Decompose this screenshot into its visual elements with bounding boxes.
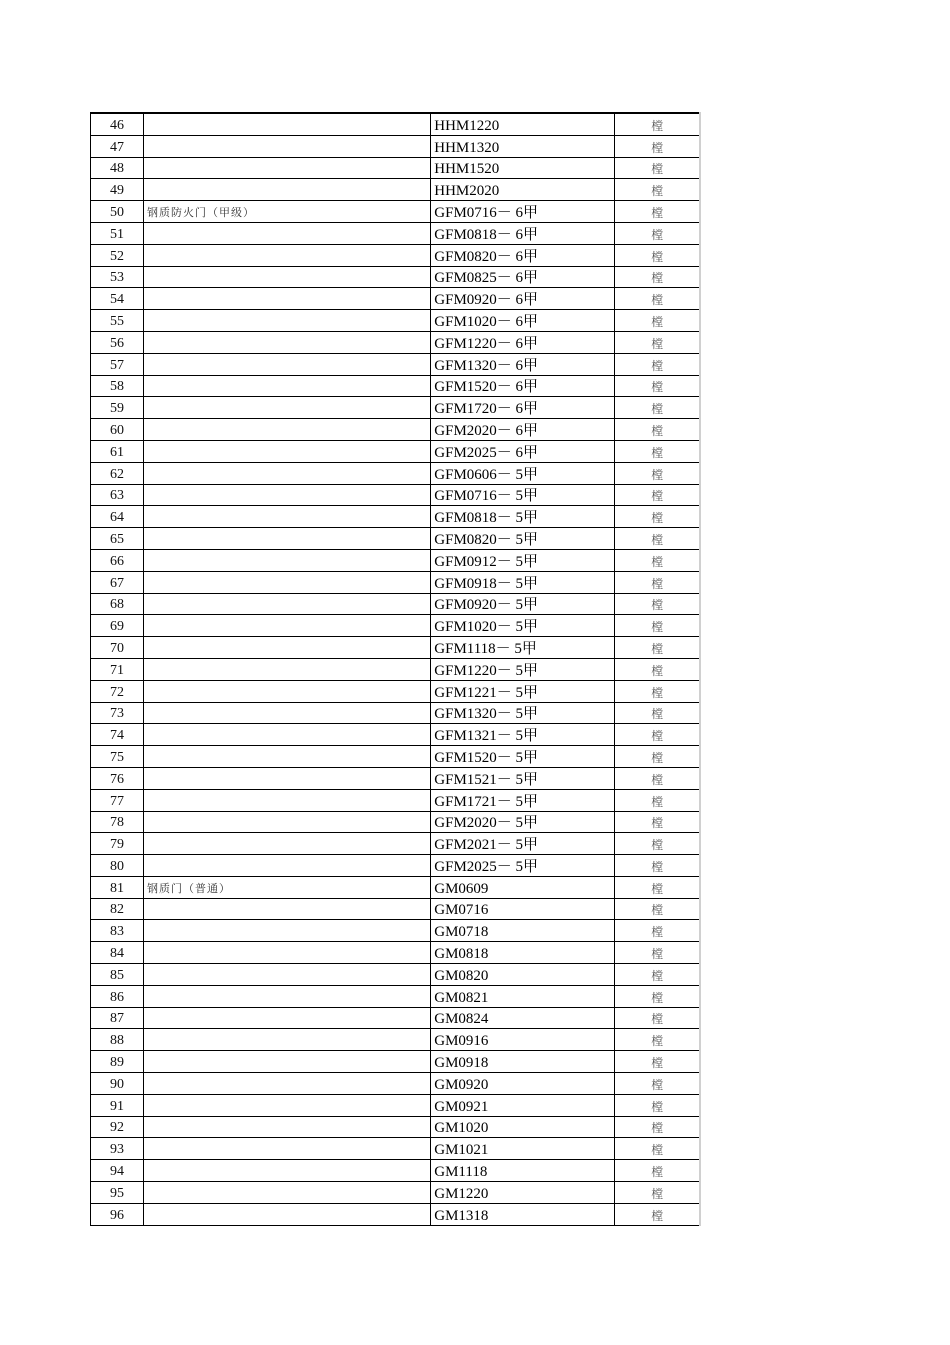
- item-name-cell[interactable]: [144, 811, 431, 833]
- model-code-cell[interactable]: GFM0818－ 6甲: [431, 222, 615, 244]
- row-number-cell[interactable]: 51: [91, 222, 144, 244]
- row-number-cell[interactable]: 63: [91, 484, 144, 506]
- row-number-cell[interactable]: 88: [91, 1029, 144, 1051]
- row-number-cell[interactable]: 83: [91, 920, 144, 942]
- unit-cell[interactable]: 樘: [615, 724, 700, 746]
- table-row: [91, 288, 701, 310]
- item-name-cell[interactable]: 钢质门（普通）: [144, 876, 431, 898]
- unit-cell[interactable]: 樘: [615, 506, 700, 528]
- model-code-cell[interactable]: GFM1118－ 5甲: [431, 637, 615, 659]
- model-code-cell[interactable]: GFM1220－ 6甲: [431, 331, 615, 353]
- item-name-cell[interactable]: [144, 724, 431, 746]
- row-number-cell[interactable]: 62: [91, 462, 144, 484]
- unit-cell[interactable]: 樘: [615, 1073, 700, 1095]
- model-code-cell[interactable]: GFM1320－ 5甲: [431, 702, 615, 724]
- model-code-cell[interactable]: GFM2020－ 5甲: [431, 811, 615, 833]
- unit-cell[interactable]: 樘: [615, 1007, 700, 1029]
- item-name-cell[interactable]: [144, 702, 431, 724]
- unit-cell[interactable]: 樘: [615, 462, 700, 484]
- model-code-cell[interactable]: HHM1320: [431, 135, 615, 157]
- table-row: [91, 506, 701, 528]
- item-name-cell[interactable]: [144, 680, 431, 702]
- row-number-cell[interactable]: 87: [91, 1007, 144, 1029]
- model-code-cell[interactable]: GM0921: [431, 1094, 615, 1116]
- unit-cell[interactable]: 樘: [615, 1203, 700, 1225]
- model-code-cell[interactable]: HHM2020: [431, 179, 615, 201]
- item-name-cell[interactable]: [144, 462, 431, 484]
- item-name-cell[interactable]: [144, 375, 431, 397]
- row-number-cell[interactable]: 57: [91, 353, 144, 375]
- item-name-cell[interactable]: [144, 244, 431, 266]
- table-row: [91, 549, 701, 571]
- table-row: [91, 767, 701, 789]
- model-code-cell[interactable]: GM0918: [431, 1051, 615, 1073]
- unit-cell[interactable]: 樘: [615, 179, 700, 201]
- unit-cell[interactable]: 樘: [615, 1116, 700, 1138]
- row-number-cell[interactable]: 77: [91, 789, 144, 811]
- row-number-cell[interactable]: 61: [91, 440, 144, 462]
- unit-cell[interactable]: 樘: [615, 484, 700, 506]
- item-name-cell[interactable]: [144, 113, 431, 135]
- item-name-cell[interactable]: [144, 440, 431, 462]
- item-name-cell[interactable]: [144, 1073, 431, 1095]
- model-code-cell[interactable]: GFM1321－ 5甲: [431, 724, 615, 746]
- table-row: [91, 702, 701, 724]
- row-number-cell[interactable]: 47: [91, 135, 144, 157]
- table-row: [91, 528, 701, 550]
- model-code-cell[interactable]: GFM1220－ 5甲: [431, 658, 615, 680]
- unit-cell[interactable]: 樘: [615, 571, 700, 593]
- item-name-cell[interactable]: [144, 549, 431, 571]
- row-number-cell[interactable]: 71: [91, 658, 144, 680]
- row-number-cell[interactable]: 46: [91, 113, 144, 135]
- item-name-cell[interactable]: [144, 615, 431, 637]
- model-code-cell[interactable]: GFM2025－ 6甲: [431, 440, 615, 462]
- model-code-cell[interactable]: GFM0820－ 6甲: [431, 244, 615, 266]
- item-name-cell[interactable]: [144, 528, 431, 550]
- table-row: [91, 985, 701, 1007]
- unit-cell[interactable]: 樘: [615, 593, 700, 615]
- model-code-cell[interactable]: GFM0912－ 5甲: [431, 549, 615, 571]
- item-name-cell[interactable]: [144, 310, 431, 332]
- unit-cell[interactable]: 樘: [615, 1182, 700, 1204]
- table-row: [91, 811, 701, 833]
- item-name-cell[interactable]: [144, 637, 431, 659]
- model-code-cell[interactable]: GFM0920－ 6甲: [431, 288, 615, 310]
- row-number-cell[interactable]: 94: [91, 1160, 144, 1182]
- row-number-cell[interactable]: 55: [91, 310, 144, 332]
- unit-cell[interactable]: 樘: [615, 135, 700, 157]
- table-row: [91, 244, 701, 266]
- unit-cell[interactable]: 樘: [615, 855, 700, 877]
- item-name-cell[interactable]: [144, 1203, 431, 1225]
- table-row: [91, 157, 701, 179]
- item-name-cell[interactable]: [144, 353, 431, 375]
- model-code-cell[interactable]: GM1021: [431, 1138, 615, 1160]
- item-name-cell[interactable]: [144, 331, 431, 353]
- item-name-cell[interactable]: [144, 789, 431, 811]
- table-row: [91, 1138, 701, 1160]
- row-number-cell[interactable]: 96: [91, 1203, 144, 1225]
- item-name-cell[interactable]: [144, 1029, 431, 1051]
- model-code-cell[interactable]: GFM2025－ 5甲: [431, 855, 615, 877]
- item-name-cell[interactable]: [144, 484, 431, 506]
- model-code-cell[interactable]: GFM1221－ 5甲: [431, 680, 615, 702]
- item-name-cell[interactable]: [144, 898, 431, 920]
- row-number-cell[interactable]: 85: [91, 964, 144, 986]
- model-code-cell[interactable]: GFM1020－ 6甲: [431, 310, 615, 332]
- table-row: [91, 637, 701, 659]
- row-number-cell[interactable]: 75: [91, 746, 144, 768]
- table-row: [91, 1182, 701, 1204]
- unit-cell[interactable]: 樘: [615, 331, 700, 353]
- item-name-cell[interactable]: [144, 179, 431, 201]
- table-row: [91, 658, 701, 680]
- model-code-cell[interactable]: GFM1520－ 6甲: [431, 375, 615, 397]
- model-code-cell[interactable]: GFM0716－ 5甲: [431, 484, 615, 506]
- row-number-cell[interactable]: 49: [91, 179, 144, 201]
- unit-cell[interactable]: 樘: [615, 353, 700, 375]
- table-row: [91, 898, 701, 920]
- item-name-cell[interactable]: [144, 157, 431, 179]
- unit-cell[interactable]: 樘: [615, 266, 700, 288]
- row-number-cell[interactable]: 90: [91, 1073, 144, 1095]
- table-row: [91, 222, 701, 244]
- model-code-cell[interactable]: GFM1521－ 5甲: [431, 767, 615, 789]
- model-code-cell[interactable]: GM0716: [431, 898, 615, 920]
- row-number-cell[interactable]: 54: [91, 288, 144, 310]
- model-code-cell[interactable]: GFM2020－ 6甲: [431, 419, 615, 441]
- row-number-cell[interactable]: 86: [91, 985, 144, 1007]
- unit-cell[interactable]: 樘: [615, 528, 700, 550]
- table-row: [91, 1051, 701, 1073]
- unit-cell[interactable]: 樘: [615, 157, 700, 179]
- table-row: [91, 1029, 701, 1051]
- table-row: [91, 331, 701, 353]
- item-name-cell[interactable]: [144, 593, 431, 615]
- row-number-cell[interactable]: 82: [91, 898, 144, 920]
- model-code-cell[interactable]: GM1118: [431, 1160, 615, 1182]
- item-name-cell[interactable]: [144, 1138, 431, 1160]
- item-name-cell[interactable]: [144, 942, 431, 964]
- row-number-cell[interactable]: 73: [91, 702, 144, 724]
- table-row: [91, 1073, 701, 1095]
- unit-cell[interactable]: 樘: [615, 549, 700, 571]
- table-row: [91, 833, 701, 855]
- row-number-cell[interactable]: 67: [91, 571, 144, 593]
- row-number-cell[interactable]: 72: [91, 680, 144, 702]
- table-row: [91, 440, 701, 462]
- unit-cell[interactable]: 樘: [615, 680, 700, 702]
- model-code-cell[interactable]: GFM1721－ 5甲: [431, 789, 615, 811]
- item-name-cell[interactable]: [144, 985, 431, 1007]
- table-row: [91, 266, 701, 288]
- unit-cell[interactable]: 樘: [615, 1094, 700, 1116]
- unit-cell[interactable]: 樘: [615, 898, 700, 920]
- unit-cell[interactable]: 樘: [615, 920, 700, 942]
- unit-cell[interactable]: 樘: [615, 942, 700, 964]
- unit-cell[interactable]: 樘: [615, 985, 700, 1007]
- item-name-cell[interactable]: [144, 1160, 431, 1182]
- unit-cell[interactable]: 樘: [615, 811, 700, 833]
- row-number-cell[interactable]: 70: [91, 637, 144, 659]
- unit-cell[interactable]: 樘: [615, 1051, 700, 1073]
- table-row: [91, 375, 701, 397]
- row-number-cell[interactable]: 81: [91, 876, 144, 898]
- table-row: [91, 397, 701, 419]
- model-code-cell[interactable]: GM1220: [431, 1182, 615, 1204]
- table-row: [91, 855, 701, 877]
- unit-cell[interactable]: 樘: [615, 964, 700, 986]
- table-row: [91, 310, 701, 332]
- table-row: [91, 746, 701, 768]
- row-number-cell[interactable]: 65: [91, 528, 144, 550]
- row-number-cell[interactable]: 80: [91, 855, 144, 877]
- table-row: [91, 1116, 701, 1138]
- model-code-cell[interactable]: GM0718: [431, 920, 615, 942]
- model-code-cell[interactable]: GFM2021－ 5甲: [431, 833, 615, 855]
- unit-cell[interactable]: 樘: [615, 397, 700, 419]
- model-code-cell[interactable]: GM0920: [431, 1073, 615, 1095]
- model-code-cell[interactable]: GFM0818－ 5甲: [431, 506, 615, 528]
- model-code-cell[interactable]: GFM0716－ 6甲: [431, 201, 615, 223]
- table-row: [91, 179, 701, 201]
- item-name-cell[interactable]: [144, 767, 431, 789]
- table-row: [91, 593, 701, 615]
- table-row: [91, 942, 701, 964]
- row-number-cell[interactable]: 66: [91, 549, 144, 571]
- unit-cell[interactable]: 樘: [615, 658, 700, 680]
- spreadsheet-page: [90, 112, 701, 1226]
- item-name-cell[interactable]: [144, 571, 431, 593]
- model-code-cell[interactable]: GM1318: [431, 1203, 615, 1225]
- item-name-cell[interactable]: [144, 964, 431, 986]
- unit-cell[interactable]: 樘: [615, 222, 700, 244]
- item-name-cell[interactable]: [144, 658, 431, 680]
- row-number-cell[interactable]: 93: [91, 1138, 144, 1160]
- item-name-cell[interactable]: [144, 920, 431, 942]
- table-row: [91, 724, 701, 746]
- row-number-cell[interactable]: 92: [91, 1116, 144, 1138]
- unit-cell[interactable]: 樘: [615, 1160, 700, 1182]
- row-number-cell[interactable]: 50: [91, 201, 144, 223]
- item-name-cell[interactable]: [144, 833, 431, 855]
- table-row: [91, 462, 701, 484]
- row-number-cell[interactable]: 69: [91, 615, 144, 637]
- unit-cell[interactable]: 樘: [615, 375, 700, 397]
- table-body: [91, 113, 701, 1225]
- table-row: [91, 680, 701, 702]
- item-name-cell[interactable]: [144, 266, 431, 288]
- row-number-cell[interactable]: 84: [91, 942, 144, 964]
- row-number-cell[interactable]: 68: [91, 593, 144, 615]
- row-number-cell[interactable]: 91: [91, 1094, 144, 1116]
- row-number-cell[interactable]: 53: [91, 266, 144, 288]
- row-number-cell[interactable]: 89: [91, 1051, 144, 1073]
- table-row: [91, 201, 701, 223]
- unit-cell[interactable]: 樘: [615, 637, 700, 659]
- unit-cell[interactable]: 樘: [615, 419, 700, 441]
- unit-cell[interactable]: 樘: [615, 876, 700, 898]
- model-code-cell[interactable]: HHM1220: [431, 113, 615, 135]
- item-name-cell[interactable]: [144, 1007, 431, 1029]
- item-name-cell[interactable]: [144, 746, 431, 768]
- item-name-cell[interactable]: [144, 855, 431, 877]
- table-row: [91, 113, 701, 135]
- model-code-cell[interactable]: GFM1020－ 5甲: [431, 615, 615, 637]
- table-row: [91, 353, 701, 375]
- item-name-cell[interactable]: [144, 506, 431, 528]
- item-name-cell[interactable]: [144, 1094, 431, 1116]
- row-number-cell[interactable]: 48: [91, 157, 144, 179]
- row-number-cell[interactable]: 78: [91, 811, 144, 833]
- model-code-cell[interactable]: GFM0606－ 5甲: [431, 462, 615, 484]
- unit-cell[interactable]: 樘: [615, 440, 700, 462]
- unit-cell[interactable]: 樘: [615, 1138, 700, 1160]
- table-row: [91, 964, 701, 986]
- model-code-cell[interactable]: GM0824: [431, 1007, 615, 1029]
- table-row: [91, 876, 701, 898]
- unit-cell[interactable]: 樘: [615, 615, 700, 637]
- model-code-cell[interactable]: GM0916: [431, 1029, 615, 1051]
- model-code-cell[interactable]: GM1020: [431, 1116, 615, 1138]
- unit-cell[interactable]: 樘: [615, 244, 700, 266]
- row-number-cell[interactable]: 76: [91, 767, 144, 789]
- row-number-cell[interactable]: 74: [91, 724, 144, 746]
- row-number-cell[interactable]: 95: [91, 1182, 144, 1204]
- unit-cell[interactable]: 樘: [615, 288, 700, 310]
- item-name-cell[interactable]: [144, 1116, 431, 1138]
- unit-cell[interactable]: 樘: [615, 767, 700, 789]
- model-code-cell[interactable]: GFM0820－ 5甲: [431, 528, 615, 550]
- row-number-cell[interactable]: 56: [91, 331, 144, 353]
- table-row: [91, 571, 701, 593]
- table-row: [91, 1007, 701, 1029]
- item-name-cell[interactable]: [144, 397, 431, 419]
- unit-cell[interactable]: 樘: [615, 833, 700, 855]
- row-number-cell[interactable]: 64: [91, 506, 144, 528]
- table-row: [91, 1203, 701, 1225]
- unit-cell[interactable]: 樘: [615, 201, 700, 223]
- model-code-cell[interactable]: HHM1520: [431, 157, 615, 179]
- unit-cell[interactable]: 樘: [615, 789, 700, 811]
- row-number-cell[interactable]: 59: [91, 397, 144, 419]
- unit-cell[interactable]: 樘: [615, 113, 700, 135]
- model-code-cell[interactable]: GM0821: [431, 985, 615, 1007]
- item-name-cell[interactable]: [144, 1182, 431, 1204]
- unit-cell[interactable]: 樘: [615, 702, 700, 724]
- item-name-cell[interactable]: [144, 419, 431, 441]
- table-row: [91, 789, 701, 811]
- table-row: [91, 1160, 701, 1182]
- table-row: [91, 615, 701, 637]
- model-code-cell[interactable]: GFM0918－ 5甲: [431, 571, 615, 593]
- model-code-cell[interactable]: GM0818: [431, 942, 615, 964]
- table-row: [91, 484, 701, 506]
- table-row: [91, 920, 701, 942]
- unit-cell[interactable]: 樘: [615, 746, 700, 768]
- row-number-cell[interactable]: 60: [91, 419, 144, 441]
- row-number-cell[interactable]: 79: [91, 833, 144, 855]
- item-name-cell[interactable]: 钢质防火门（甲级）: [144, 201, 431, 223]
- unit-cell[interactable]: 樘: [615, 1029, 700, 1051]
- model-code-cell[interactable]: GFM0920－ 5甲: [431, 593, 615, 615]
- model-code-cell[interactable]: GFM1320－ 6甲: [431, 353, 615, 375]
- table-row: [91, 1094, 701, 1116]
- row-number-cell[interactable]: 58: [91, 375, 144, 397]
- item-name-cell[interactable]: [144, 1051, 431, 1073]
- item-name-cell[interactable]: [144, 288, 431, 310]
- door-schedule-table: [90, 112, 701, 1226]
- table-row: [91, 135, 701, 157]
- model-code-cell[interactable]: GFM1720－ 6甲: [431, 397, 615, 419]
- model-code-cell[interactable]: GFM1520－ 5甲: [431, 746, 615, 768]
- item-name-cell[interactable]: [144, 222, 431, 244]
- table-row: [91, 419, 701, 441]
- model-code-cell[interactable]: GM0820: [431, 964, 615, 986]
- unit-cell[interactable]: 樘: [615, 310, 700, 332]
- row-number-cell[interactable]: 52: [91, 244, 144, 266]
- item-name-cell[interactable]: [144, 135, 431, 157]
- model-code-cell[interactable]: GFM0825－ 6甲: [431, 266, 615, 288]
- model-code-cell[interactable]: GM0609: [431, 876, 615, 898]
